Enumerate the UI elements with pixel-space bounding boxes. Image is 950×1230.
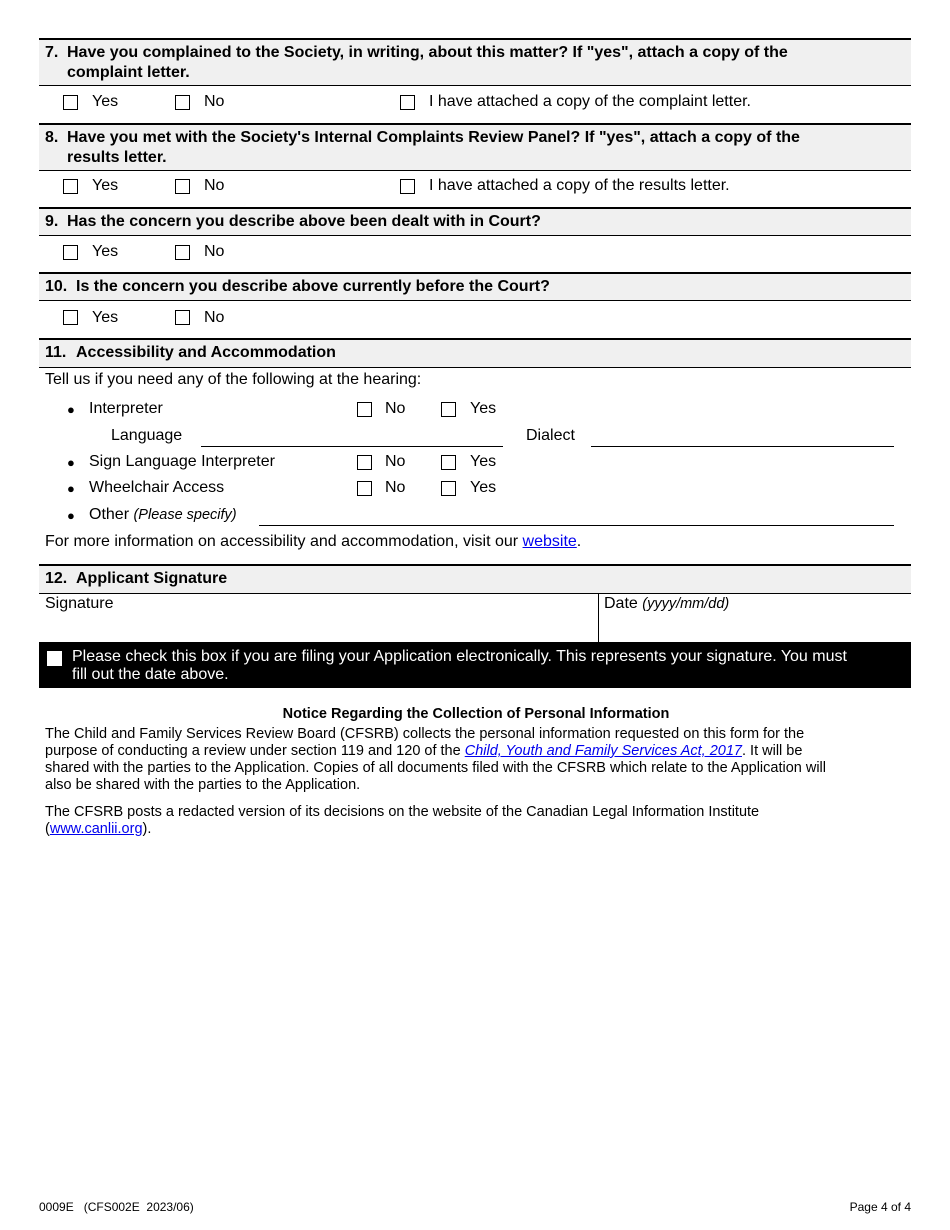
wheelchair-no-checkbox[interactable] [357, 481, 372, 496]
q7-attached-checkbox[interactable] [400, 95, 415, 110]
notice-paragraph-1: The Child and Family Services Review Board (CFSRB) collects the personal information requested on this form for the purpose of conducting a review under section 119 and 120 of the Child, Youth and Family Services Act, 2017. It will be shared with the parties to the Application. Copies of all documents filed with the CFSRB which relate to the Application will also be shared with the parties to the Application. [45, 726, 826, 793]
date-label: Date (yyyy/mm/dd) [604, 595, 730, 612]
q9-number: 9. [45, 213, 59, 230]
q8-no-label: No [204, 177, 225, 194]
q9-no-checkbox[interactable] [175, 245, 190, 260]
q10-yes-label: Yes [92, 309, 119, 326]
notice-title: Notice Regarding the Collection of Personal Information [282, 706, 670, 722]
q7-no-label: No [204, 93, 225, 110]
page-number: Page 4 of 4 [849, 1200, 911, 1214]
signature-label: Signature [45, 595, 114, 612]
sign-no-label: No [385, 453, 406, 470]
dialect-label: Dialect [526, 427, 575, 444]
q8-attached-checkbox[interactable] [400, 179, 415, 194]
q11-number: 11. [45, 344, 67, 361]
wheelchair-yes-checkbox[interactable] [441, 481, 456, 496]
q8-no-checkbox[interactable] [175, 179, 190, 194]
act-link[interactable]: Child, Youth and Family Services Act, 2017 [464, 743, 742, 759]
q12-title: Applicant Signature [76, 570, 228, 587]
q8-header [39, 123, 911, 171]
q8-yes-label: Yes [92, 177, 119, 194]
q12-header [39, 564, 911, 594]
other-label: Other (Please specify) [89, 506, 237, 523]
q10-number: 10. [45, 278, 68, 295]
wheelchair-label: Wheelchair Access [89, 479, 225, 496]
q10-yes-checkbox[interactable] [63, 310, 78, 325]
language-label: Language [111, 427, 183, 444]
q8-yes-checkbox[interactable] [63, 179, 78, 194]
electronic-filing-banner [39, 643, 911, 688]
q10-no-label: No [204, 309, 225, 326]
q11-intro: Tell us if you need any of the following at the hearing: [45, 371, 422, 388]
q7-yes-label: Yes [92, 93, 119, 110]
q9-question: Has the concern you describe above been dealt with in Court? [67, 213, 541, 230]
wheelchair-no-label: No [385, 479, 406, 496]
q7-question-cont: complaint letter. [67, 64, 190, 81]
date-format: (yyyy/mm/dd) [642, 596, 730, 612]
q8-attached-label: I have attached a copy of the results letter. [429, 177, 730, 194]
q9-header [39, 207, 911, 236]
form-id: 0009E (CFS002E 2023/06) [39, 1200, 194, 1214]
interpreter-label: Interpreter [89, 400, 163, 417]
signature-field[interactable] [39, 594, 598, 643]
notice-paragraph-2: The CFSRB posts a redacted version of its decisions on the website of the Canadian Legal Information Institute (www.canlii.org). [45, 804, 760, 837]
interpreter-no-label: No [385, 400, 406, 417]
bullet-icon: ● [67, 508, 75, 523]
wheelchair-yes-label: Yes [470, 479, 497, 496]
interpreter-yes-label: Yes [470, 400, 497, 417]
q10-header [39, 272, 911, 301]
other-note: (Please specify) [133, 507, 237, 523]
q9-yes-checkbox[interactable] [63, 245, 78, 260]
other-field[interactable] [259, 525, 894, 526]
q7-header [39, 38, 911, 86]
q8-question: Have you met with the Society's Internal Complaints Review Panel? If "yes", attach a copy of the [67, 129, 800, 146]
q9-no-label: No [204, 243, 225, 260]
q11-title: Accessibility and Accommodation [76, 344, 336, 361]
bullet-icon: ● [67, 481, 75, 496]
q8-number: 8. [45, 129, 59, 146]
q7-attached-label: I have attached a copy of the complaint letter. [429, 93, 751, 110]
electronic-line1: Please check this box if you are filing your Application electronically. This represents your signature. You must [72, 648, 847, 665]
more-info-text: For more information on accessibility and accommodation, visit our website. [45, 533, 582, 550]
q12-number: 12. [45, 570, 68, 587]
sign-yes-checkbox[interactable] [441, 455, 456, 470]
language-field[interactable] [201, 446, 503, 447]
bullet-icon: ● [67, 455, 75, 470]
q7-question: Have you complained to the Society, in writing, about this matter? If "yes", attach a copy of the [67, 44, 788, 61]
sign-no-checkbox[interactable] [357, 455, 372, 470]
website-link[interactable]: website [522, 533, 577, 550]
bullet-icon: ● [67, 402, 75, 417]
sign-yes-label: Yes [470, 453, 497, 470]
q11-header [39, 338, 911, 368]
interpreter-no-checkbox[interactable] [357, 402, 372, 417]
q8-question-cont: results letter. [67, 149, 167, 166]
q9-yes-label: Yes [92, 243, 119, 260]
electronic-line2: fill out the date above. [72, 666, 229, 683]
q10-no-checkbox[interactable] [175, 310, 190, 325]
q7-number: 7. [45, 44, 59, 61]
q7-yes-checkbox[interactable] [63, 95, 78, 110]
electronic-filing-checkbox[interactable] [47, 651, 62, 666]
q10-question: Is the concern you describe above currently before the Court? [76, 278, 550, 295]
dialect-field[interactable] [591, 446, 894, 447]
sign-language-label: Sign Language Interpreter [89, 453, 275, 470]
q7-no-checkbox[interactable] [175, 95, 190, 110]
interpreter-yes-checkbox[interactable] [441, 402, 456, 417]
canlii-link[interactable]: www.canlii.org [49, 821, 143, 837]
